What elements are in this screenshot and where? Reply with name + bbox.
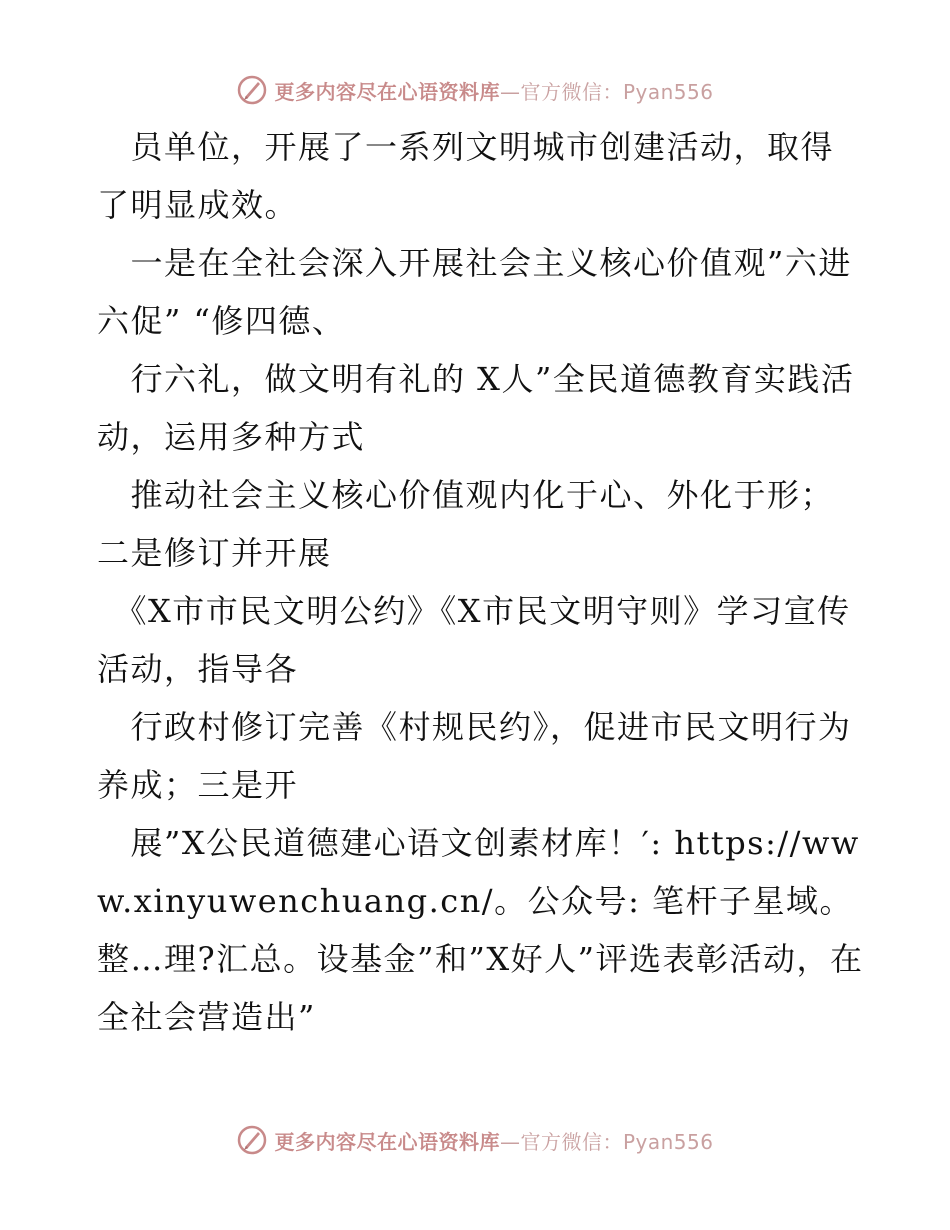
header-banner-brand: 更多内容尽在心语资料库	[274, 79, 500, 104]
header-banner-text	[274, 76, 713, 105]
footer-banner-text	[274, 1126, 713, 1155]
quill-circle-logo-icon	[236, 74, 268, 106]
document-body	[97, 118, 867, 1046]
footer-banner-contact: 官方微信：Pyan556	[520, 1129, 714, 1154]
paragraph-4: 推动社会主义核心价值观内化于心、外化于形；二是修订并开展	[97, 476, 835, 572]
quill-circle-logo-icon	[236, 1124, 268, 1156]
header-watermark-banner	[0, 70, 950, 110]
paragraph-3: 行六礼，做文明有礼的 X人”全民道德教育实践活动，运用多种方式	[97, 360, 855, 456]
paragraph-1: 员单位，开展了一系列文明城市创建活动，取得了明显成效。	[97, 128, 835, 224]
paragraph-2: 一是在全社会深入开展社会主义核心价值观”六进六促” “修四德、	[97, 244, 852, 340]
footer-watermark-banner	[0, 1120, 950, 1160]
paragraph-5: 《X市市民文明公约》《X市民文明守则》学习宣传活动，指导各	[97, 592, 851, 688]
footer-banner-brand: 更多内容尽在心语资料库	[274, 1129, 500, 1154]
footer-banner-separator: —	[499, 1129, 521, 1154]
header-banner-contact: 官方微信：Pyan556	[520, 79, 714, 104]
paragraph-6: 行政村修订完善《村规民约》，促进市民文明行为养成；三是开	[97, 708, 852, 804]
header-banner-separator: —	[499, 79, 521, 104]
paragraph-7: 展”X公民道德建心语文创素材库！′: https://www.xinyuwenchuang.cn/。公众号: 笔杆子星域。整…理?汇总。设基金”和”X好人”评选表彰活动，在全社会营造出”	[97, 824, 864, 1036]
